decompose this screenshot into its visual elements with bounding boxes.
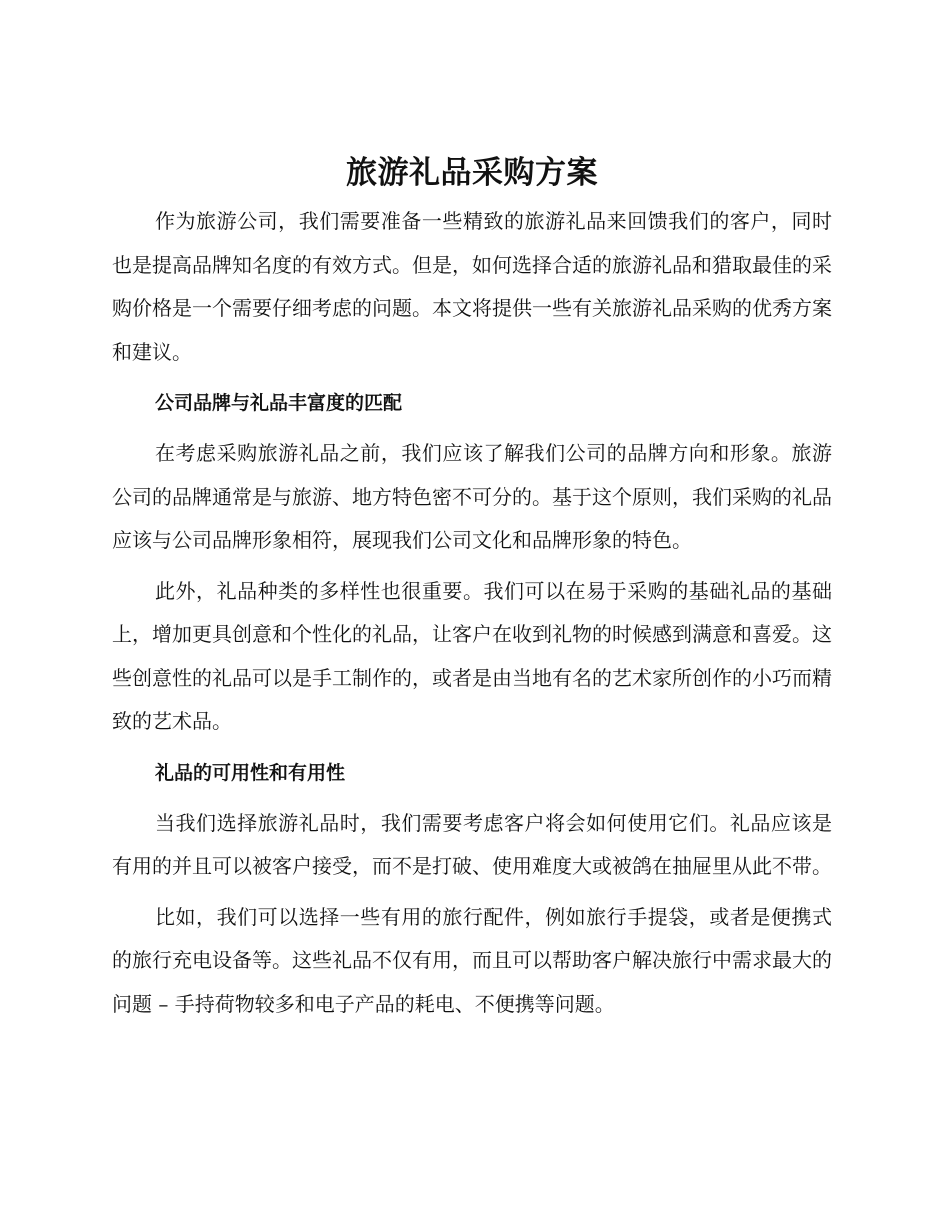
body-paragraph: 此外，礼品种类的多样性也很重要。我们可以在易于采购的基础礼品的基础上，增加更具创意和个性化的礼品，让客户在收到礼物的时候感到满意和喜爱。这些创意性的礼品可以是手工制作的，或者是由当地有名的艺术家所创作的小巧而精致的艺术品。 (112, 578, 832, 733)
section-heading: 公司品牌与礼品丰富度的匹配 (155, 392, 403, 414)
section-gift-usability (112, 753, 832, 1027)
intro-paragraph: 作为旅游公司，我们需要准备一些精致的旅游礼品来回馈我们的客户，同时也是提高品牌知名度的有效方式。但是，如何选择合适的旅游礼品和猎取最佳的采购价格是一个需要仔细考虑的问题。本文将提供一些有关旅游礼品采购的优秀方案和建议。 (112, 209, 832, 364)
body-paragraph: 当我们选择旅游礼品时，我们需要考虑客户将会如何使用它们。礼品应该是有用的并且可以被客户接受，而不是打破、使用难度大或被鸽在抽屉里从此不带。 (112, 810, 832, 878)
section-brand-matching (112, 383, 832, 744)
body-paragraph: 比如，我们可以选择一些有用的旅行配件，例如旅行手提袋，或者是便携式的旅行充电设备等。这些礼品不仅有用，而且可以帮助客户解决旅行中需求最大的问题 – 手持荷物较多和电子产品的耗电、不便携等问题。 (112, 904, 832, 1016)
section-heading: 礼品的可用性和有用性 (155, 761, 346, 784)
body-paragraph: 在考虑采购旅游礼品之前，我们应该了解我们公司的品牌方向和形象。旅游公司的品牌通常是与旅游、地方特色密不可分的。基于这个原则，我们采购的礼品应该与公司品牌形象相符，展现我们公司文化和品牌形象的特色。 (112, 441, 832, 552)
document-title: 旅游礼品采购方案 (346, 155, 598, 191)
document-page (112, 148, 832, 1026)
